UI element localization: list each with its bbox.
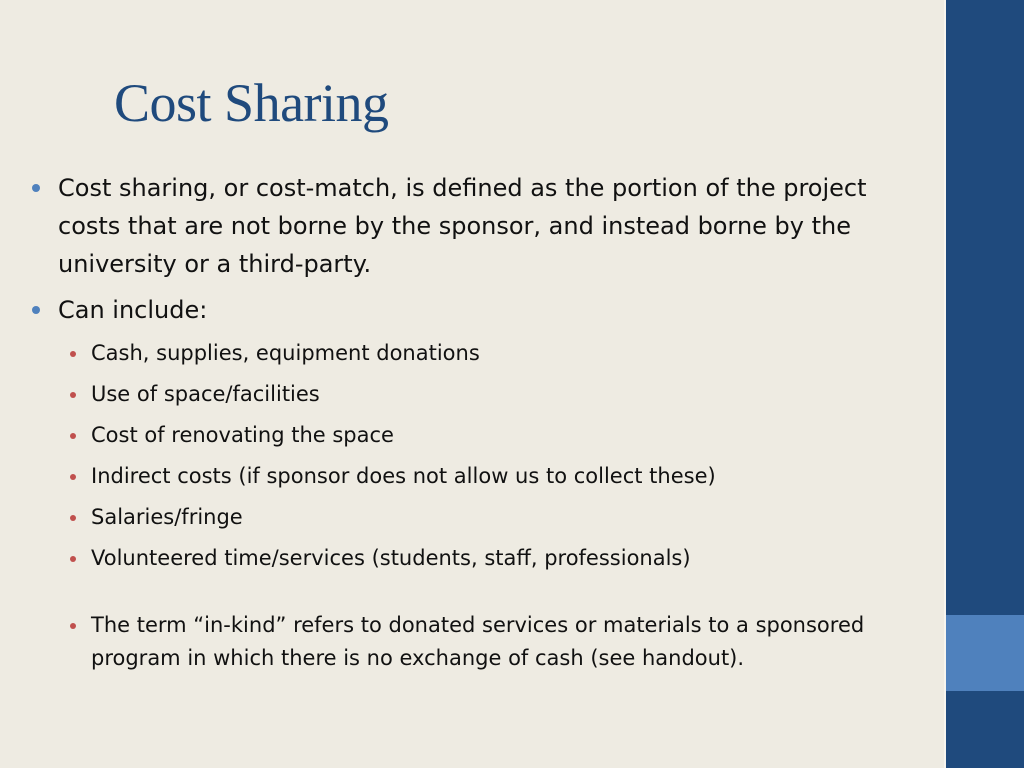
- slide-title: Cost Sharing: [114, 73, 389, 133]
- bullet-icon: [32, 184, 40, 192]
- sub-bullet-text: Salaries/fringe: [91, 505, 243, 529]
- sub-bullet-icon: [70, 474, 76, 480]
- sub-bullet-renovation: [30, 419, 915, 452]
- side-band-accent: [946, 615, 1024, 691]
- sub-bullet-icon: [70, 433, 76, 439]
- sub-bullet-icon: [70, 351, 76, 357]
- sub-bullet-text: Indirect costs (if sponsor does not allow us to collect these): [91, 464, 716, 488]
- sub-bullet-indirect-costs: [30, 460, 915, 493]
- sub-bullet-icon: [70, 515, 76, 521]
- sub-bullet-text: Cash, supplies, equipment donations: [91, 341, 480, 365]
- bullet-item-can-include: [30, 291, 915, 329]
- sub-bullet-salaries: [30, 501, 915, 534]
- sub-bullet-text: Use of space/facilities: [91, 382, 320, 406]
- sub-bullet-space: [30, 378, 915, 411]
- sub-bullet-in-kind: [30, 609, 915, 675]
- sub-bullet-icon: [70, 392, 76, 398]
- sub-bullet-volunteered-time: [30, 542, 915, 575]
- sub-bullet-text: Cost of renovating the space: [91, 423, 394, 447]
- sub-bullet-text: The term “in-kind” refers to donated services or materials to a sponsored program in which there is no exchange of cash (see handout).: [91, 613, 865, 670]
- sub-bullet-icon: [70, 556, 76, 562]
- bullet-icon: [32, 306, 40, 314]
- sub-bullet-icon: [70, 623, 76, 629]
- sub-bullet-text: Volunteered time/services (students, staff, professionals): [91, 546, 691, 570]
- bullet-text: Can include:: [58, 296, 208, 324]
- sub-bullet-cash: [30, 337, 915, 370]
- bullet-item-definition: [30, 169, 915, 283]
- bullet-list: [30, 169, 915, 683]
- bullet-text: Cost sharing, or cost-match, is defined as the portion of the project costs that are not borne by the sponsor, and instead borne by the university or a third-party.: [58, 174, 867, 278]
